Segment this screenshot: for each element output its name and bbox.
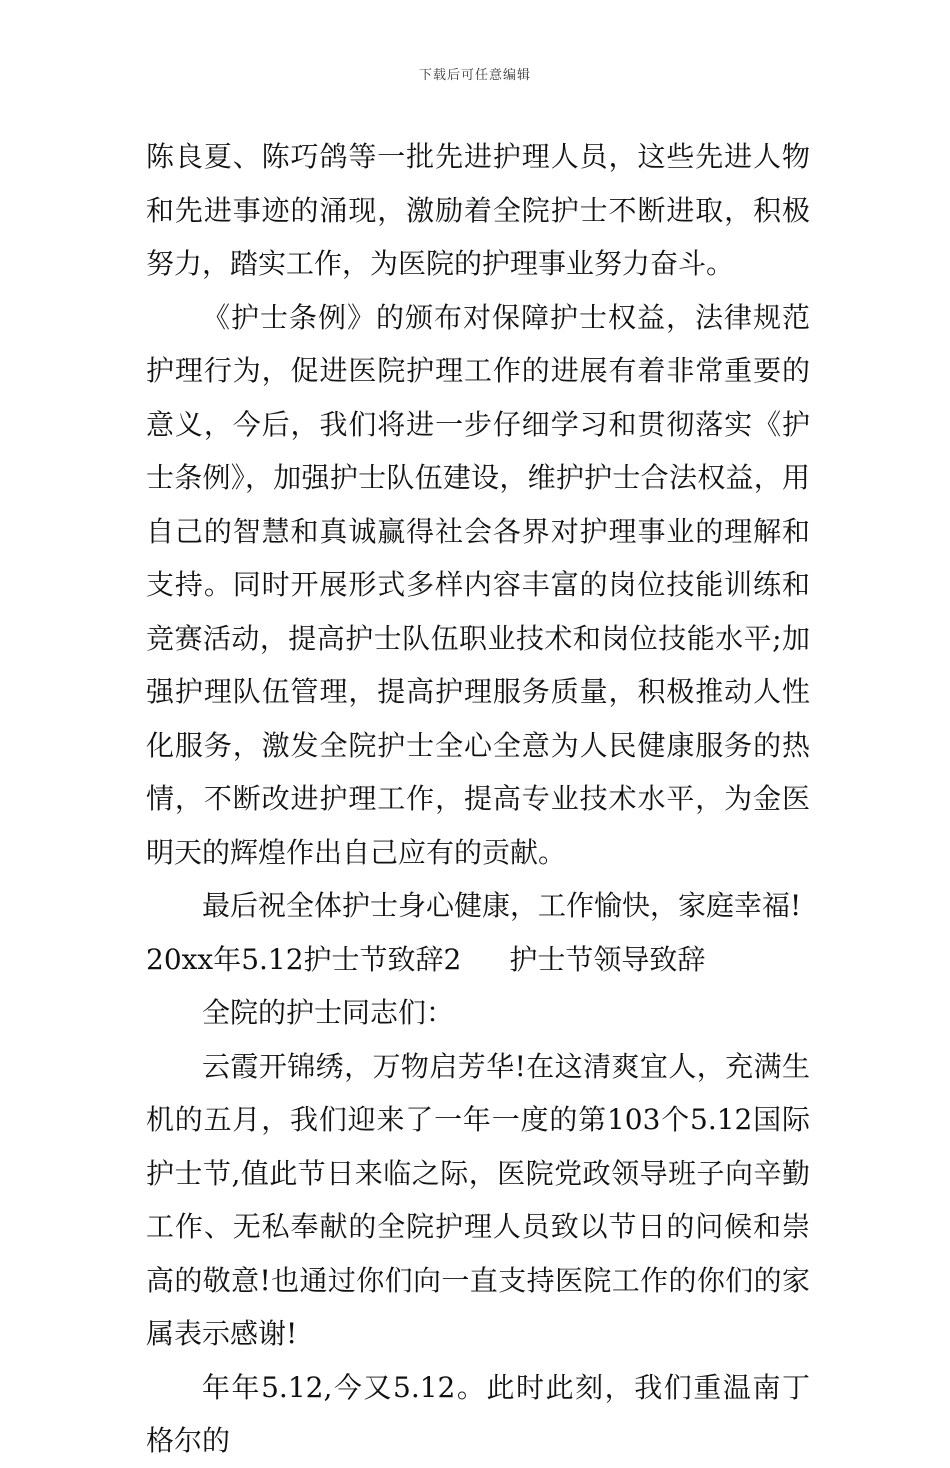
page-header: 下载后可任意编辑 (418, 68, 531, 83)
paragraph-1: 陈良夏、陈巧鸽等一批先进护理人员，这些先进人物和先进事迹的涌现，激励着全院护士不断进取，积极努力，踏实工作，为医院的护理事业努力奋斗。 (146, 140, 810, 280)
paragraph-3: 最后祝全体护士身心健康，工作愉快，家庭幸福! (202, 889, 802, 922)
paragraph-5: 云霞开锦绣，万物启芳华!在这清爽宜人，充满生机的五月，我们迎来了一年一度的第103个5.12国际护士节,值此节日来临之际，医院党政领导班子向辛勤工作、无私奉献的全院护理人员致以节日的问候和崇高的敬意!也通过你们向一直支持医院工作的你们的家属表示感谢! (146, 1049, 810, 1350)
paragraph-2: 《护士条例》的颁布对保障护士权益，法律规范护理行为，促进医院护理工作的进展有着非常重要的意义，今后，我们将进一步仔细学习和贯彻落实《护士条例》，加强护士队伍建设，维护护士合法权益，用自己的智慧和真诚赢得社会各界对护理事业的理解和支持。同时开展形式多样内容丰富的岗位技能训练和竞赛活动，提高护士队伍职业技术和岗位技能水平;加强护理队伍管理，提高护理服务质量，积极推动人性化服务，激发全院护士全心全意为人民健康服务的热情，不断改进护理工作，提高专业技术水平，为金医明天的辉煌作出自己应有的贡献。 (146, 300, 810, 869)
section-heading (146, 933, 810, 987)
section-heading-left: 20xx年5.12护士节致辞2 (146, 942, 462, 976)
section-heading-right: 护士节领导致辞 (509, 942, 706, 976)
paragraph-4: 全院的护士同志们： (202, 996, 455, 1029)
paragraph-6: 年年5.12,今又5.12。此时此刻，我们重温南丁格尔的 (146, 1370, 810, 1457)
document-body (146, 130, 810, 1468)
